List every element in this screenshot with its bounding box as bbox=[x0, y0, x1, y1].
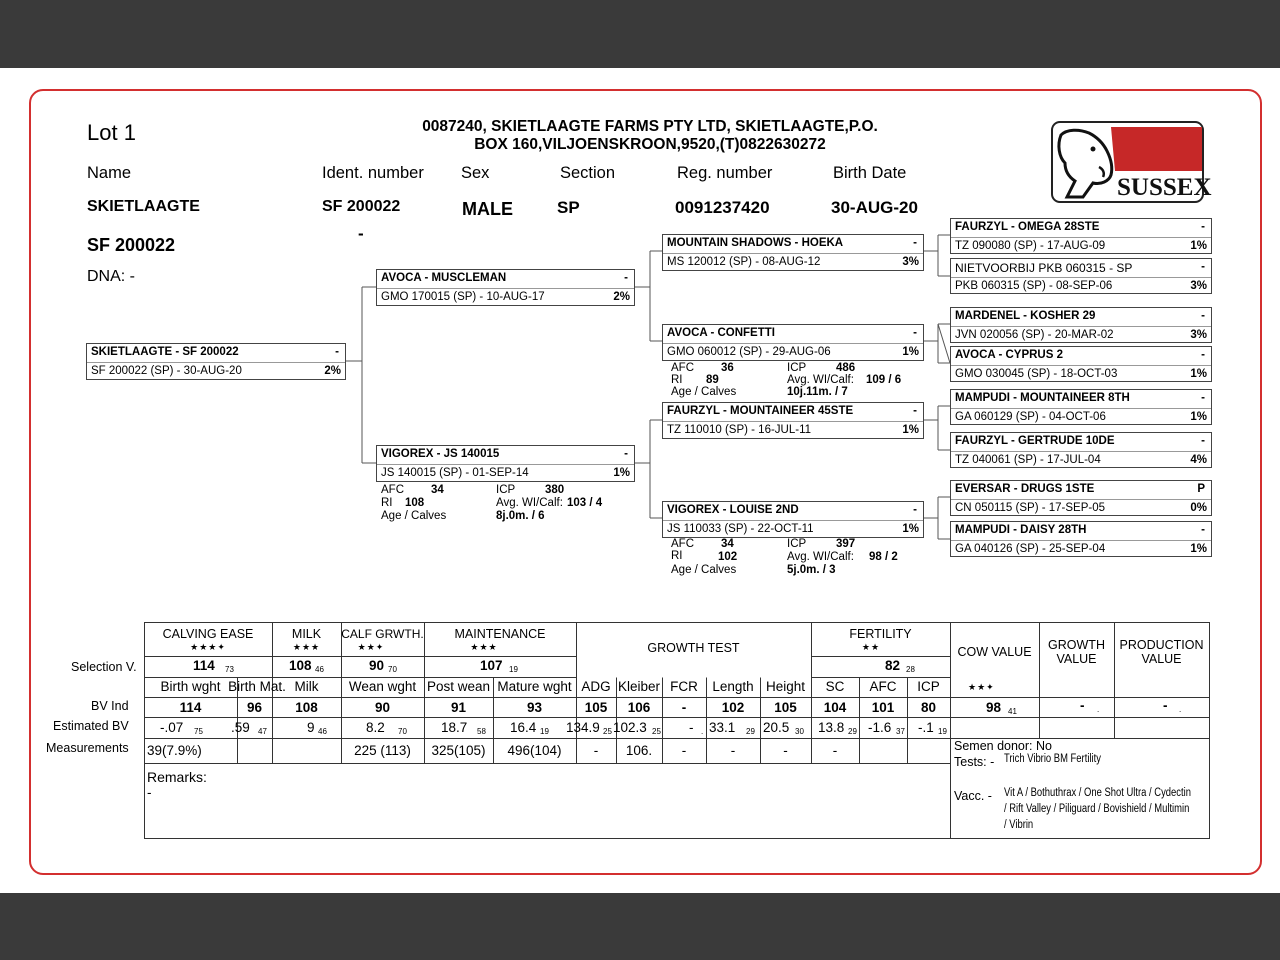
group-fertility: FERTILITY bbox=[849, 627, 912, 641]
pedigree-pct: 3% bbox=[902, 256, 919, 268]
header-reg: Reg. number bbox=[677, 164, 773, 182]
growth-value-acc: . bbox=[1097, 705, 1100, 714]
meas-value: - bbox=[593, 743, 599, 758]
maintenance-stars-icon: ★★★ bbox=[470, 642, 498, 652]
bv-value: 114 bbox=[179, 700, 202, 715]
pedigree-detail: SF 200022 (SP) - 30-AUG-20 bbox=[91, 365, 242, 377]
bv-value: - bbox=[681, 700, 687, 715]
pedigree-pct: 1% bbox=[1190, 411, 1207, 423]
pedigree-name: FAURZYL - MOUNTAINEER 45STE bbox=[667, 405, 854, 417]
age-label: Age / Calves bbox=[671, 386, 737, 398]
row-label-ebv: Estimated BV bbox=[53, 719, 129, 733]
pedigree-pct: 3% bbox=[1190, 329, 1207, 341]
animal-section: SP bbox=[557, 198, 580, 217]
group-milk: MILK bbox=[291, 627, 322, 641]
col-post-wean: Post wean bbox=[426, 679, 491, 694]
pedigree-detail: GMO 060012 (SP) - 29-AUG-06 bbox=[667, 346, 831, 358]
col-milk: Milk bbox=[294, 679, 319, 694]
age-label: Age / Calves bbox=[671, 564, 737, 576]
row-label-measurements: Measurements bbox=[46, 741, 129, 755]
bv-value: 108 bbox=[295, 700, 318, 715]
pedigree-name: AVOCA - CONFETTI bbox=[667, 327, 775, 339]
pedigree-flag: - bbox=[1201, 349, 1205, 361]
wi-label: Avg. WI/Calf: bbox=[787, 374, 854, 386]
animal-ident: SF 200022 bbox=[322, 198, 401, 215]
pedigree-detail: JS 110033 (SP) - 22-OCT-11 bbox=[667, 523, 814, 535]
bv-value: 91 bbox=[450, 700, 467, 715]
col-mature-weight: Mature wght bbox=[497, 679, 572, 694]
col-length: Length bbox=[712, 679, 754, 694]
col-icp: ICP bbox=[917, 679, 940, 694]
animal-birth: 30-AUG-20 bbox=[831, 198, 918, 217]
dna-status: DNA: - bbox=[87, 268, 135, 285]
pedigree-pct: 2% bbox=[324, 365, 341, 377]
cow-value-acc: 41 bbox=[1008, 707, 1017, 716]
ebv-value: 134.9 bbox=[566, 720, 600, 735]
row-label-bv: BV Ind bbox=[91, 699, 129, 713]
age-value: 8j.0m. / 6 bbox=[496, 510, 545, 522]
svg-text:SUSSEX: SUSSEX bbox=[1117, 174, 1212, 201]
vaccinations-line-3: / Vibrin bbox=[1004, 819, 1034, 831]
group-production-value-2: VALUE bbox=[1141, 652, 1182, 666]
pedigree-detail: GMO 170015 (SP) - 10-AUG-17 bbox=[381, 291, 545, 303]
meas-value: 496(104) bbox=[507, 743, 562, 758]
ri-label: RI bbox=[671, 550, 683, 562]
sel-maintenance: 107 bbox=[480, 658, 503, 673]
pedigree-pct: 3% bbox=[1190, 280, 1207, 292]
ri-label: RI bbox=[671, 374, 683, 386]
sel-maintenance-acc: 19 bbox=[509, 665, 518, 674]
pedigree-pct: 1% bbox=[1190, 240, 1207, 252]
col-fcr: FCR bbox=[670, 679, 698, 694]
pedigree-flag: - bbox=[1201, 310, 1205, 322]
pedigree-name: AVOCA - MUSCLEMAN bbox=[381, 272, 507, 284]
ebv-acc: . bbox=[701, 727, 704, 736]
pedigree-flag: - bbox=[913, 405, 917, 417]
wi-value: 103 / 4 bbox=[567, 497, 603, 509]
vaccinations-line-2: / Rift Valley / Piliguard / Bovishield / Multimin bbox=[1004, 803, 1190, 815]
milk-stars-icon: ★★★ bbox=[292, 642, 321, 652]
pedigree-name: AVOCA - CYPRUS 2 bbox=[955, 349, 1063, 361]
ebv-acc: 46 bbox=[318, 727, 327, 736]
lot-number: Lot 1 bbox=[87, 120, 136, 145]
cow-value-stars-icon: ★★✦ bbox=[968, 682, 995, 692]
age-value: 5j.0m. / 3 bbox=[787, 564, 836, 576]
sel-milk-acc: 46 bbox=[315, 665, 324, 674]
sel-milk: 108 bbox=[289, 658, 312, 673]
pedigree-flag: - bbox=[335, 346, 339, 358]
animal-ident-sub: - bbox=[358, 224, 364, 243]
header-sex: Sex bbox=[461, 164, 490, 182]
pedigree-name: FAURZYL - OMEGA 28STE bbox=[955, 221, 1100, 233]
pedigree-pct: 1% bbox=[1190, 543, 1207, 555]
pedigree-pct: 1% bbox=[902, 346, 919, 358]
pedigree-name: MARDENEL - KOSHER 29 bbox=[955, 310, 1096, 322]
ebv-value: -.1 bbox=[918, 720, 934, 735]
bv-value: 90 bbox=[374, 700, 391, 715]
icp-label: ICP bbox=[787, 538, 807, 550]
pedigree-detail: TZ 090080 (SP) - 17-AUG-09 bbox=[955, 240, 1106, 252]
production-value: - bbox=[1163, 698, 1168, 713]
sel-fertility: 82 bbox=[885, 658, 901, 673]
meas-value: - bbox=[783, 743, 788, 758]
bv-value: 105 bbox=[584, 700, 608, 715]
meas-value: - bbox=[730, 743, 736, 758]
sel-calf-growth-acc: 70 bbox=[388, 665, 397, 674]
vaccinations-line-1: Vit A / Bothuthrax / One Shot Ultra / Cydectin bbox=[1004, 787, 1191, 799]
ebv-value: 33.1 bbox=[709, 720, 736, 735]
ri-value: 89 bbox=[706, 374, 719, 386]
group-maintenance: MAINTENANCE bbox=[454, 627, 546, 641]
afc-label: AFC bbox=[381, 484, 404, 496]
pedigree-detail: MS 120012 (SP) - 08-AUG-12 bbox=[667, 256, 821, 268]
pedigree-flag: - bbox=[624, 272, 628, 284]
animal-code: SF 200022 bbox=[87, 235, 176, 255]
ebv-acc: 70 bbox=[398, 727, 407, 736]
pedigree-flag: - bbox=[1201, 221, 1205, 233]
bv-value: 101 bbox=[871, 700, 895, 715]
pedigree-detail: GA 060129 (SP) - 04-OCT-06 bbox=[955, 411, 1106, 423]
meas-value: - bbox=[681, 743, 687, 758]
bv-value: 96 bbox=[246, 700, 263, 715]
pedigree-name: NIETVOORBIJ PKB 060315 - SP bbox=[955, 261, 1133, 275]
meas-value: - bbox=[832, 743, 838, 758]
ebv-acc: 58 bbox=[477, 727, 486, 736]
pedigree-name: MAMPUDI - MOUNTAINEER 8TH bbox=[955, 392, 1130, 404]
bv-value: 80 bbox=[920, 700, 937, 715]
meas-value: 106. bbox=[625, 743, 653, 758]
col-adg: ADG bbox=[581, 679, 611, 694]
age-label: Age / Calves bbox=[381, 510, 447, 522]
ebv-value: -1.6 bbox=[868, 720, 892, 735]
ebv-acc: 30 bbox=[795, 727, 804, 736]
animal-sex: MALE bbox=[462, 199, 513, 219]
afc-label: AFC bbox=[671, 538, 694, 550]
group-growth-value-1: GROWTH bbox=[1048, 638, 1105, 652]
ebv-acc: 19 bbox=[938, 727, 947, 736]
pedigree-name: VIGOREX - LOUISE 2ND bbox=[667, 504, 799, 516]
group-cow-value: COW VALUE bbox=[957, 645, 1032, 659]
pedigree-flag: - bbox=[624, 448, 628, 460]
bv-value: 106 bbox=[627, 700, 651, 715]
pedigree-flag: - bbox=[1201, 261, 1205, 273]
sel-calving-acc: 73 bbox=[225, 665, 234, 674]
pedigree-detail: JS 140015 (SP) - 01-SEP-14 bbox=[381, 467, 529, 479]
group-production-value-1: PRODUCTION bbox=[1119, 638, 1204, 652]
ebv-acc: 29 bbox=[746, 727, 755, 736]
pedigree-flag: - bbox=[1201, 392, 1205, 404]
pedigree-detail: JVN 020056 (SP) - 20-MAR-02 bbox=[955, 329, 1114, 341]
meas-value: 225 (113) bbox=[354, 743, 411, 758]
ebv-value: 16.4 bbox=[510, 720, 537, 735]
wi-value: 98 / 2 bbox=[869, 551, 898, 563]
bv-value: 104 bbox=[823, 700, 847, 715]
production-value-acc: . bbox=[1179, 705, 1182, 714]
icp-label: ICP bbox=[787, 362, 807, 374]
vaccinations-label: Vacc. - bbox=[954, 789, 992, 803]
calf-growth-stars-icon: ★★✦ bbox=[357, 642, 385, 652]
icp-value: 486 bbox=[836, 362, 856, 374]
wi-value: 109 / 6 bbox=[866, 374, 902, 386]
cow-value: 98 bbox=[986, 700, 1002, 715]
ri-label: RI bbox=[381, 497, 393, 509]
pedigree-detail: GMO 030045 (SP) - 18-OCT-03 bbox=[955, 368, 1118, 380]
fertility-stars-icon: ★★ bbox=[861, 642, 881, 652]
ebv-value: .59 bbox=[231, 720, 250, 735]
header-ident: Ident. number bbox=[322, 164, 424, 182]
animal-reg: 0091237420 bbox=[675, 198, 770, 217]
pedigree-pct: 1% bbox=[613, 467, 630, 479]
pedigree-detail: TZ 110010 (SP) - 16-JUL-11 bbox=[667, 424, 812, 436]
afc-label: AFC bbox=[671, 362, 694, 374]
ebv-acc: 25 bbox=[652, 727, 661, 736]
ebv-value: 102.3 bbox=[613, 720, 647, 735]
ebv-value: 18.7 bbox=[441, 720, 468, 735]
ebv-value: 9 bbox=[307, 720, 315, 735]
ebv-acc: 47 bbox=[258, 727, 267, 736]
pedigree-pct: 4% bbox=[1190, 454, 1207, 466]
owner-line-1: 0087240, SKIETLAAGTE FARMS PTY LTD, SKIETLAAGTE,P.O. bbox=[422, 118, 878, 135]
pedigree-name: MOUNTAIN SHADOWS - HOEKA bbox=[667, 237, 844, 249]
ebv-value: 13.8 bbox=[818, 720, 845, 735]
col-wean-weight: Wean wght bbox=[348, 679, 417, 694]
col-kleiber: Kleiber bbox=[617, 679, 661, 694]
pedigree-pct: 1% bbox=[902, 424, 919, 436]
ri-value: 108 bbox=[405, 497, 425, 509]
sel-calf-growth: 90 bbox=[369, 658, 385, 673]
wi-label: Avg. WI/Calf: bbox=[787, 551, 854, 563]
ebv-value: 8.2 bbox=[366, 720, 385, 735]
pedigree-flag: - bbox=[913, 504, 917, 516]
calving-stars-icon: ★★★✦ bbox=[190, 642, 226, 652]
pedigree-pct: 0% bbox=[1190, 502, 1207, 514]
ebv-acc: 75 bbox=[194, 727, 203, 736]
ebv-acc: 19 bbox=[540, 727, 549, 736]
header-section: Section bbox=[560, 164, 616, 182]
icp-value: 380 bbox=[545, 484, 565, 496]
growth-value: - bbox=[1080, 698, 1085, 713]
pedigree-flag: - bbox=[913, 237, 917, 249]
pedigree-flag: - bbox=[1201, 524, 1205, 536]
ebv-acc: 37 bbox=[896, 727, 905, 736]
group-calf-growth: CALF GRWTH. bbox=[341, 627, 424, 641]
pedigree-detail: TZ 040061 (SP) - 17-JUL-04 bbox=[955, 454, 1101, 466]
bv-value: 93 bbox=[526, 700, 543, 715]
col-height: Height bbox=[765, 679, 806, 694]
ebv-value: - bbox=[689, 720, 694, 735]
meas-value: 39(7.9%) bbox=[147, 743, 202, 758]
wi-label: Avg. WI/Calf: bbox=[496, 497, 563, 509]
pedigree-pct: 2% bbox=[613, 291, 630, 303]
tests-label: Tests: - bbox=[954, 755, 995, 769]
pedigree-detail: GA 040126 (SP) - 25-SEP-04 bbox=[955, 543, 1106, 555]
sel-calving: 114 bbox=[193, 658, 215, 673]
semen-donor: Semen donor: No bbox=[954, 739, 1052, 753]
pedigree-flag: - bbox=[1201, 435, 1205, 447]
col-birth-weight: Birth wght bbox=[160, 679, 221, 694]
ebv-value: 20.5 bbox=[763, 720, 790, 735]
tests-value: Trich Vibrio BM Fertility bbox=[1004, 753, 1101, 765]
pedigree-name: EVERSAR - DRUGS 1STE bbox=[955, 483, 1095, 495]
header-birth: Birth Date bbox=[833, 164, 907, 182]
col-afc: AFC bbox=[869, 679, 897, 694]
animal-name: SKIETLAAGTE bbox=[87, 198, 200, 215]
age-value: 10j.11m. / 7 bbox=[787, 386, 848, 398]
row-label-selection: Selection V. bbox=[71, 660, 137, 674]
pedigree-flag: - bbox=[913, 327, 917, 339]
ebv-value: -.07 bbox=[160, 720, 184, 735]
pedigree-detail: PKB 060315 (SP) - 08-SEP-06 bbox=[955, 280, 1113, 292]
pedigree-flag: P bbox=[1197, 483, 1205, 495]
sel-fertility-acc: 28 bbox=[906, 665, 915, 674]
group-growth-test: GROWTH TEST bbox=[647, 641, 740, 655]
header-name: Name bbox=[87, 164, 132, 182]
icp-value: 397 bbox=[836, 538, 856, 550]
remarks-text: - bbox=[147, 785, 152, 800]
pedigree-name: SKIETLAAGTE - SF 200022 bbox=[91, 346, 239, 358]
pedigree-pct: 1% bbox=[902, 523, 919, 535]
pedigree-pct: 1% bbox=[1190, 368, 1207, 380]
group-calving-ease: CALVING EASE bbox=[162, 627, 254, 641]
pedigree-name: MAMPUDI - DAISY 28TH bbox=[955, 524, 1087, 536]
pedigree-name: FAURZYL - GERTRUDE 10DE bbox=[955, 435, 1115, 447]
remarks-label: Remarks: bbox=[147, 769, 207, 785]
ebv-acc: 25 bbox=[603, 727, 612, 736]
pedigree-name: VIGOREX - JS 140015 bbox=[381, 448, 500, 460]
group-growth-value-2: VALUE bbox=[1056, 652, 1097, 666]
owner-line-2: BOX 160,VILJOENSKROON,9520,(T)0822630272 bbox=[474, 136, 826, 153]
ebv-acc: 29 bbox=[848, 727, 857, 736]
bv-value: 102 bbox=[721, 700, 745, 715]
meas-value: 325(105) bbox=[431, 743, 486, 758]
afc-value: 34 bbox=[431, 484, 444, 496]
bv-value: 105 bbox=[774, 700, 797, 715]
ri-value: 102 bbox=[718, 551, 738, 563]
afc-value: 36 bbox=[721, 362, 734, 374]
col-birth-maternal: Birth Mat. bbox=[228, 679, 286, 694]
afc-value: 34 bbox=[721, 538, 734, 550]
col-sc: SC bbox=[825, 679, 845, 694]
pedigree-detail: CN 050115 (SP) - 17-SEP-05 bbox=[955, 502, 1105, 514]
icp-label: ICP bbox=[496, 484, 516, 496]
